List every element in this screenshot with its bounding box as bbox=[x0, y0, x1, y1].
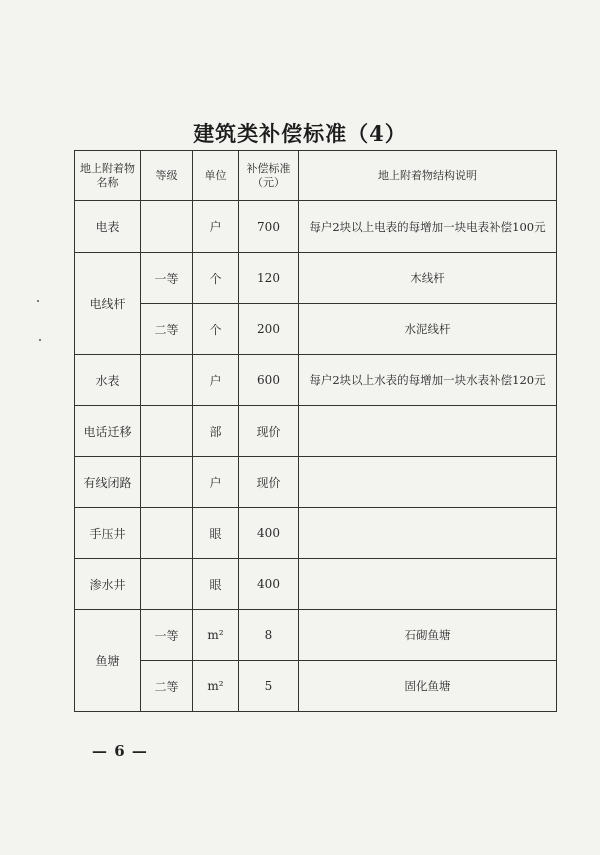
header-item: 地上附着物名称 bbox=[75, 151, 141, 201]
header-description: 地上附着物结构说明 bbox=[299, 151, 557, 201]
cell-standard: 8 bbox=[239, 610, 299, 661]
scan-speck bbox=[37, 300, 39, 302]
table-row bbox=[75, 355, 557, 406]
cell-description: 水泥线杆 bbox=[299, 304, 557, 355]
cell-grade bbox=[141, 201, 193, 253]
cell-grade bbox=[141, 457, 193, 508]
table-row bbox=[75, 508, 557, 559]
cell-unit: m² bbox=[193, 610, 239, 661]
header-unit: 单位 bbox=[193, 151, 239, 201]
table-row bbox=[75, 406, 557, 457]
cell-description bbox=[299, 508, 557, 559]
cell-item: 手压井 bbox=[75, 508, 141, 559]
page-title: 建筑类补偿标准（4） bbox=[193, 121, 407, 146]
cell-grade: 一等 bbox=[141, 610, 193, 661]
cell-item: 电话迁移 bbox=[75, 406, 141, 457]
cell-standard: 200 bbox=[239, 304, 299, 355]
cell-grade: 一等 bbox=[141, 253, 193, 304]
cell-item: 有线闭路 bbox=[75, 457, 141, 508]
table-row bbox=[75, 201, 557, 253]
cell-grade bbox=[141, 406, 193, 457]
cell-unit: 个 bbox=[193, 253, 239, 304]
header-grade: 等级 bbox=[141, 151, 193, 201]
cell-item: 鱼塘 bbox=[75, 610, 141, 712]
cell-standard: 600 bbox=[239, 355, 299, 406]
compensation-table bbox=[74, 150, 557, 712]
cell-unit: 户 bbox=[193, 201, 239, 253]
table-row bbox=[75, 610, 557, 661]
cell-standard: 400 bbox=[239, 508, 299, 559]
cell-description bbox=[299, 406, 557, 457]
cell-grade: 二等 bbox=[141, 304, 193, 355]
cell-description: 木线杆 bbox=[299, 253, 557, 304]
cell-standard: 700 bbox=[239, 201, 299, 253]
cell-description: 石砌鱼塘 bbox=[299, 610, 557, 661]
table-row bbox=[75, 661, 557, 712]
cell-unit: 户 bbox=[193, 457, 239, 508]
cell-item: 渗水井 bbox=[75, 559, 141, 610]
cell-item: 电表 bbox=[75, 201, 141, 253]
cell-unit: 眼 bbox=[193, 559, 239, 610]
cell-description bbox=[299, 559, 557, 610]
cell-description: 固化鱼塘 bbox=[299, 661, 557, 712]
cell-grade: 二等 bbox=[141, 661, 193, 712]
cell-standard: 现价 bbox=[239, 457, 299, 508]
cell-item: 电线杆 bbox=[75, 253, 141, 355]
cell-description bbox=[299, 457, 557, 508]
page-number: — 6 — bbox=[92, 742, 148, 760]
cell-unit: 个 bbox=[193, 304, 239, 355]
cell-unit: 眼 bbox=[193, 508, 239, 559]
cell-unit: 部 bbox=[193, 406, 239, 457]
table-row bbox=[75, 253, 557, 304]
cell-unit: 户 bbox=[193, 355, 239, 406]
cell-grade bbox=[141, 508, 193, 559]
cell-description: 每户2块以上电表的每增加一块电表补偿100元 bbox=[299, 201, 557, 253]
cell-standard: 120 bbox=[239, 253, 299, 304]
cell-standard: 5 bbox=[239, 661, 299, 712]
cell-item: 水表 bbox=[75, 355, 141, 406]
cell-grade bbox=[141, 355, 193, 406]
cell-standard: 现价 bbox=[239, 406, 299, 457]
cell-description: 每户2块以上水表的每增加一块水表补偿120元 bbox=[299, 355, 557, 406]
table-header-row bbox=[75, 151, 557, 201]
table-row bbox=[75, 304, 557, 355]
cell-unit: m² bbox=[193, 661, 239, 712]
scan-speck bbox=[39, 339, 41, 341]
header-standard: 补偿标准（元） bbox=[239, 151, 299, 201]
cell-standard: 400 bbox=[239, 559, 299, 610]
table-row bbox=[75, 559, 557, 610]
table-row bbox=[75, 457, 557, 508]
cell-grade bbox=[141, 559, 193, 610]
